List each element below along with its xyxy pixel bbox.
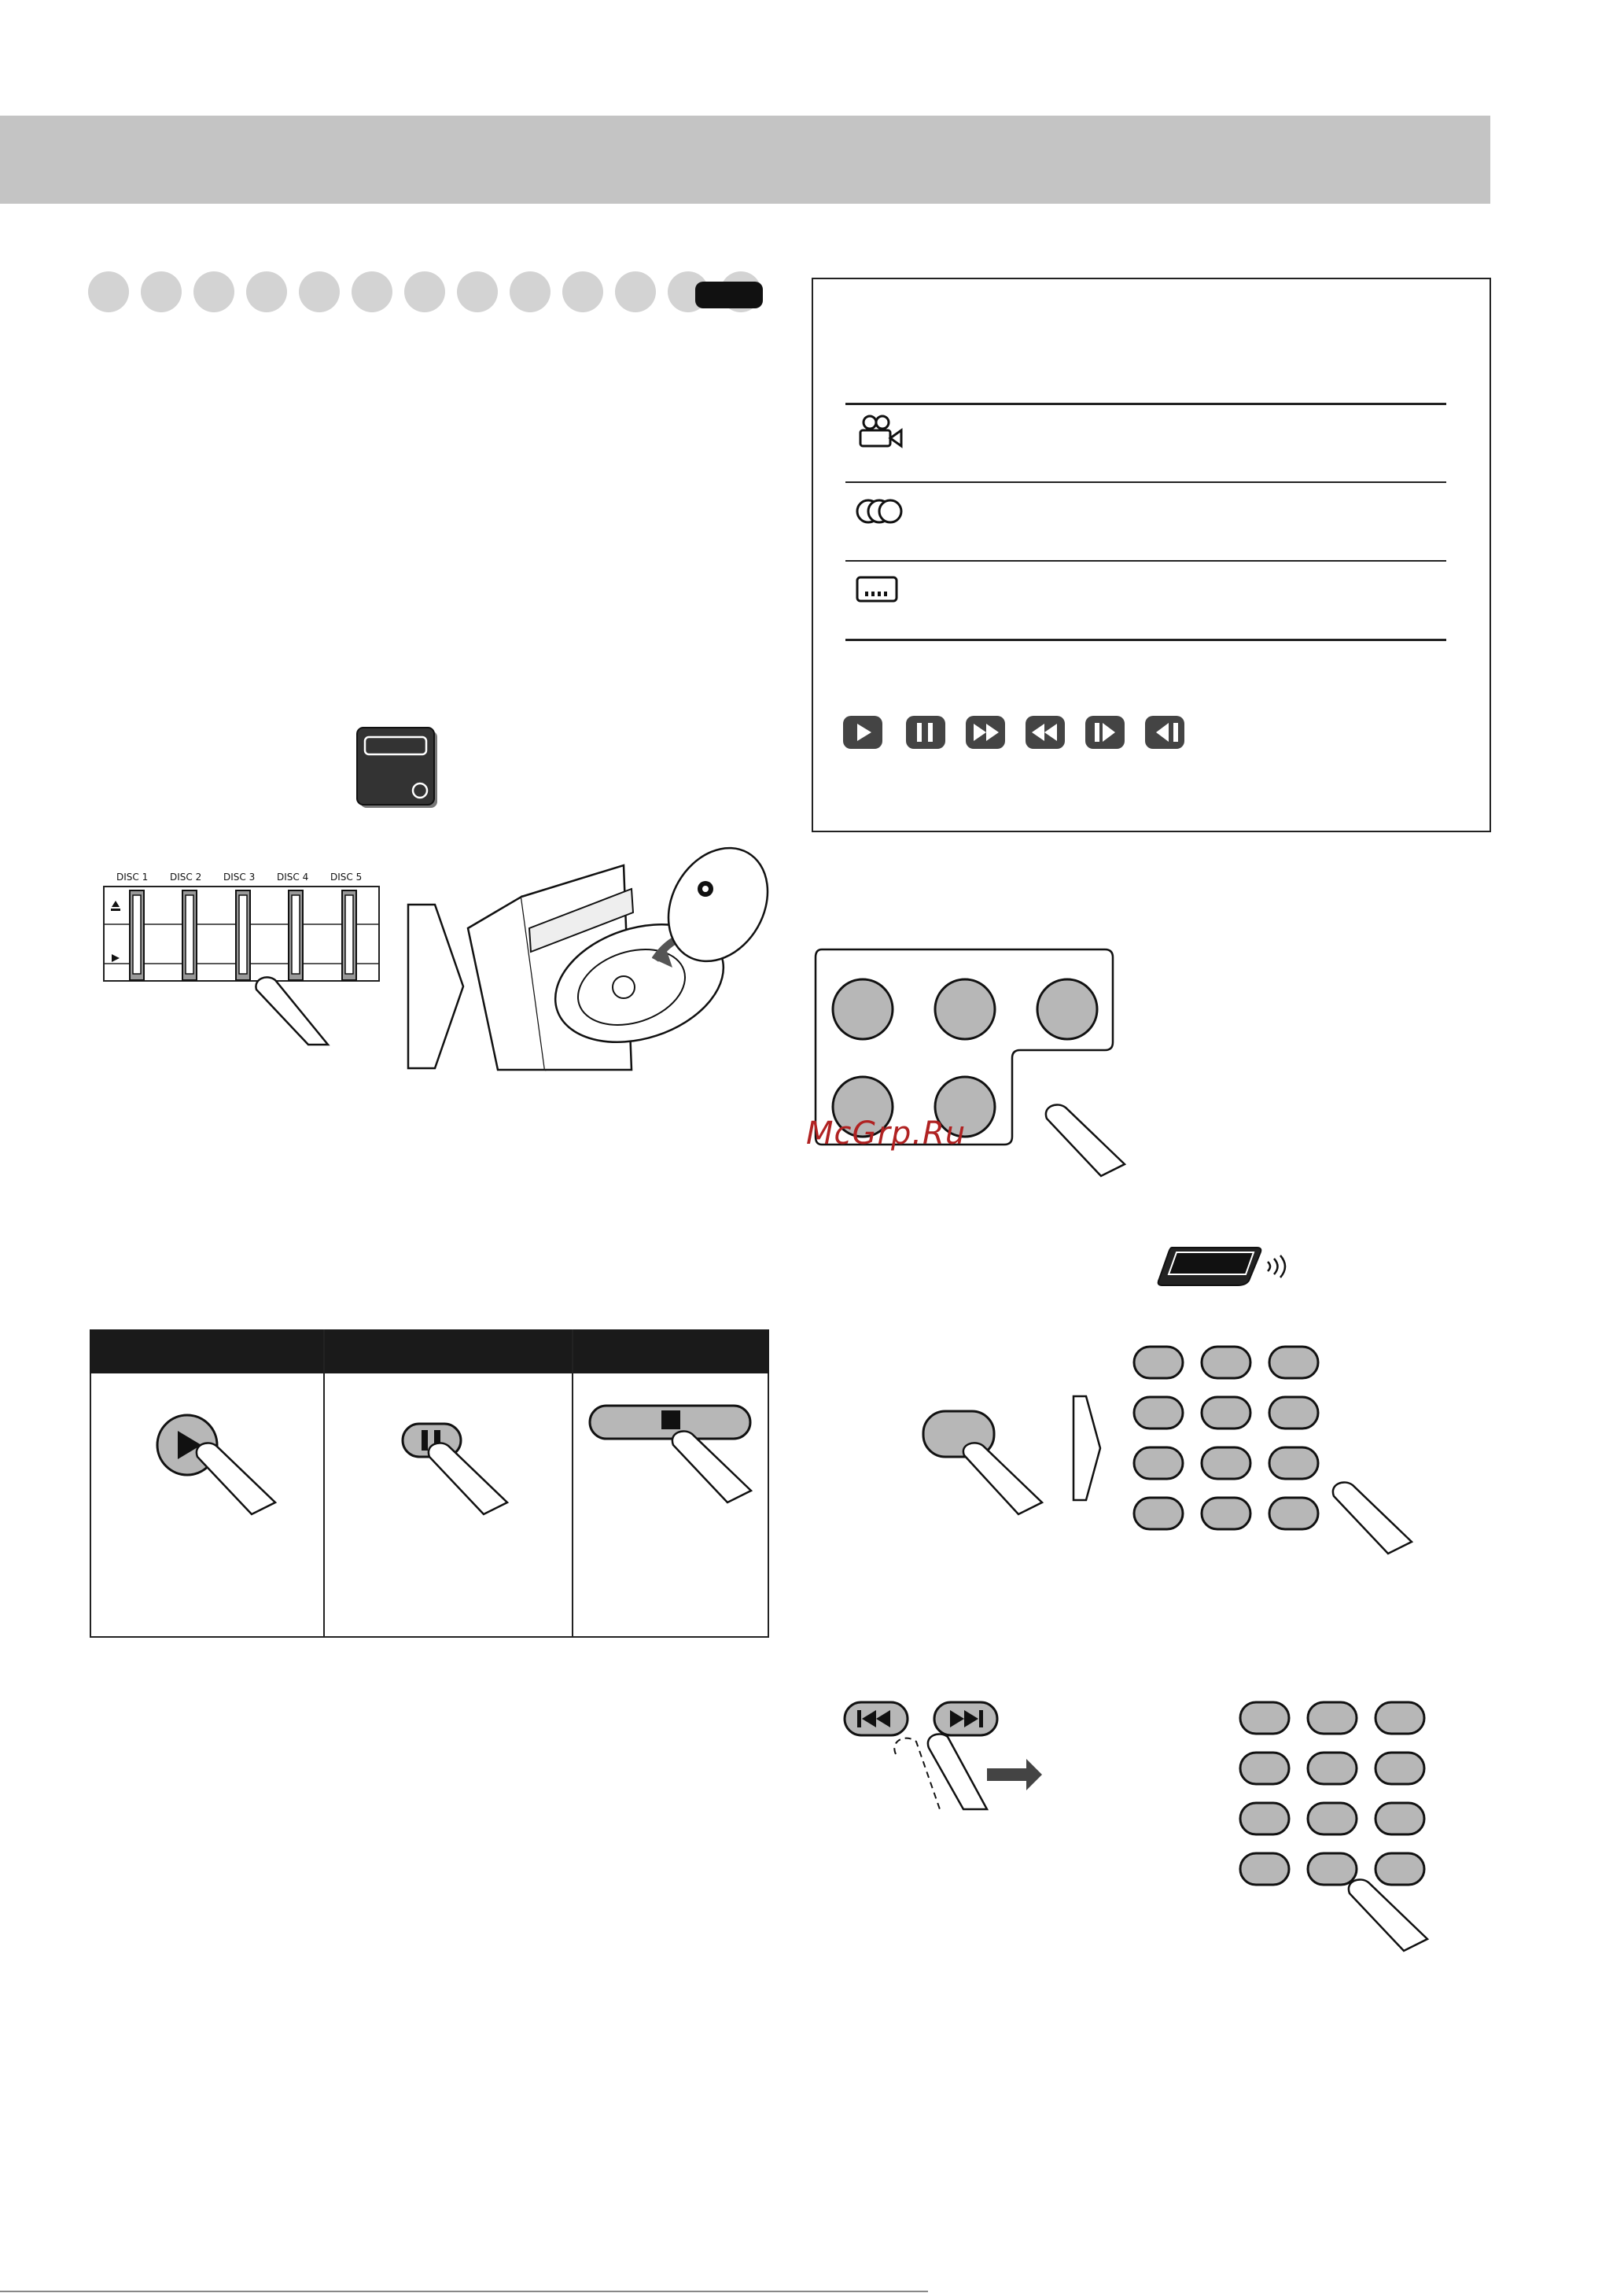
- step-arrow-icon: [407, 905, 466, 1070]
- section-dot: [510, 271, 551, 312]
- step-arrow-icon: [1072, 1396, 1103, 1502]
- direct-button[interactable]: [1037, 979, 1097, 1039]
- section-dot: [299, 271, 340, 312]
- playback-icon-strip: [843, 716, 1189, 752]
- disc-label-1: DISC 1: [116, 872, 149, 883]
- fast-reverse-icon: [1026, 716, 1065, 749]
- numeric-keypad: [1239, 1701, 1427, 1889]
- disc-label-2: DISC 2: [170, 872, 202, 883]
- info-box-rule: [845, 481, 1446, 483]
- section-dot: [562, 271, 603, 312]
- section-dot: [404, 271, 445, 312]
- finger-pointer-icon: [1329, 1479, 1416, 1558]
- watermark: McGrp.Ru: [806, 1115, 967, 1152]
- pause-icon: [906, 716, 945, 749]
- header-band: [0, 116, 1490, 204]
- audio-language-icon: [856, 497, 906, 529]
- finger-pointer-icon: [253, 974, 332, 1052]
- play-icon: [843, 716, 882, 749]
- disc-sliders: [126, 889, 362, 983]
- subtitle-icon: [856, 576, 900, 604]
- page-bottom-rule: [0, 2291, 928, 2292]
- fast-forward-icon: [966, 716, 1005, 749]
- table-column-divider: [323, 1329, 325, 1638]
- operation-table-header: [90, 1329, 769, 1373]
- section-dots: [88, 271, 764, 315]
- section-dot: [246, 271, 287, 312]
- slow-reverse-icon: [1145, 716, 1184, 749]
- section-dot: [141, 271, 182, 312]
- disc-labels: [116, 872, 376, 887]
- section-dot: [88, 271, 129, 312]
- direct-button[interactable]: [935, 979, 995, 1039]
- camera-angle-icon: [857, 413, 904, 449]
- finger-pointer-icon: [1042, 1101, 1129, 1180]
- disc-label-5: DISC 5: [330, 872, 363, 883]
- numeric-keypad: [1132, 1345, 1321, 1534]
- finger-pointer-icon: [885, 1731, 1058, 1817]
- section-dot: [457, 271, 498, 312]
- cd-loading-illustration: [466, 842, 765, 1070]
- finger-pointer-icon: [193, 1440, 279, 1518]
- table-column-divider: [572, 1329, 573, 1638]
- slow-forward-icon: [1085, 716, 1125, 749]
- remote-button-icon: [357, 728, 440, 811]
- section-dot: [193, 271, 234, 312]
- section-dot: [352, 271, 392, 312]
- disc-label-3: DISC 3: [223, 872, 256, 883]
- section-tab: [695, 282, 763, 308]
- finger-pointer-icon: [668, 1428, 755, 1506]
- remote-transmit-icon: [1156, 1243, 1298, 1290]
- section-dot: [615, 271, 656, 312]
- finger-pointer-icon: [425, 1440, 511, 1518]
- info-box-rule-top: [845, 403, 1446, 405]
- disc-label-4: DISC 4: [277, 872, 309, 883]
- info-box-rule-bottom: [845, 639, 1446, 641]
- direct-button[interactable]: [833, 979, 893, 1039]
- finger-pointer-icon: [959, 1440, 1046, 1518]
- info-box-rule: [845, 560, 1446, 562]
- finger-pointer-icon: [1345, 1876, 1431, 1955]
